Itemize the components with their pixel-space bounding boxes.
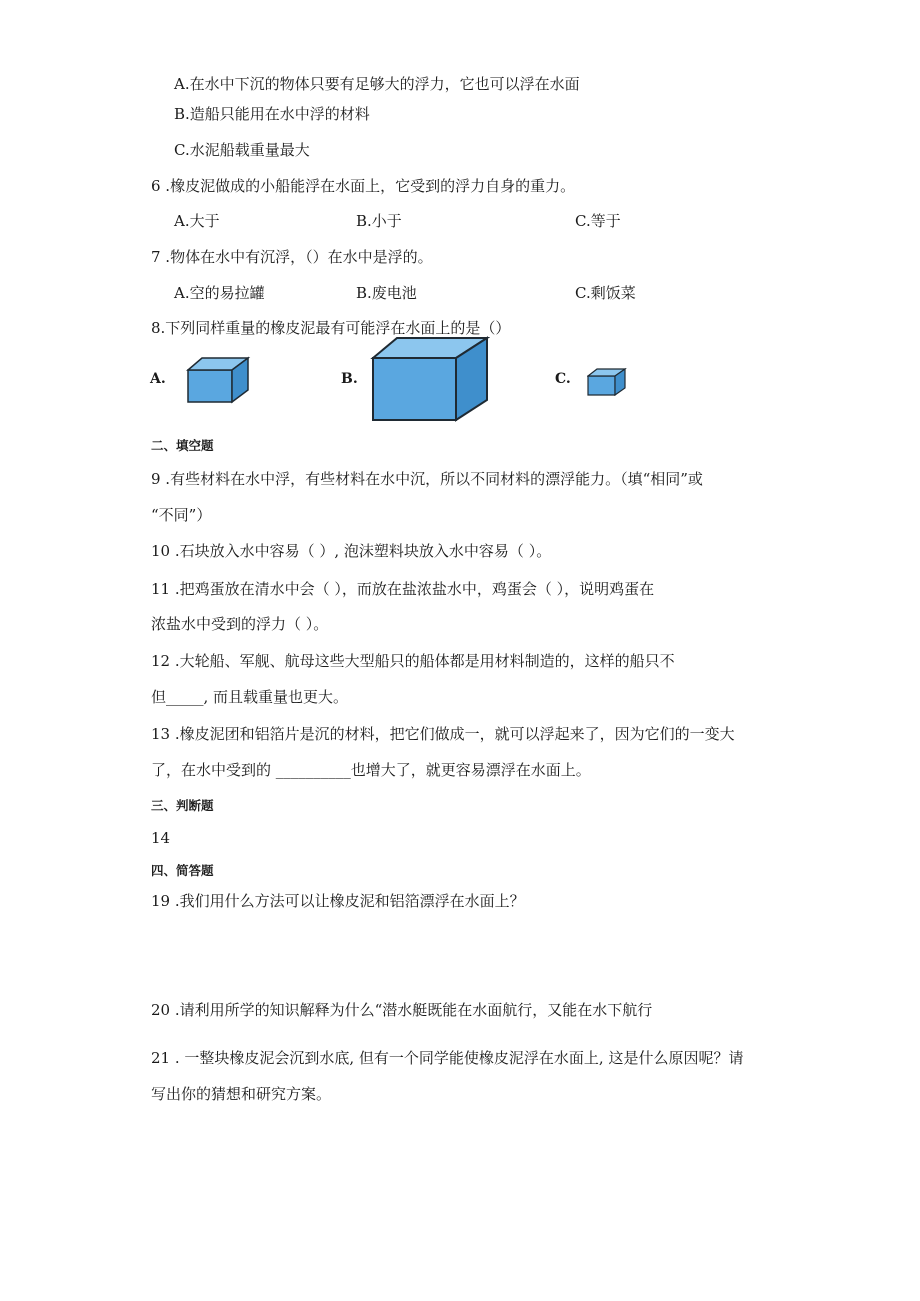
q7-option-c: C.剩饭菜 <box>575 284 636 302</box>
section-3-heading: 三、判断题 <box>151 798 214 813</box>
q6-option-c: C.等于 <box>575 212 621 230</box>
q8-option-b-label: B. <box>341 371 358 387</box>
q21-line2: 写出你的猜想和研究方案。 <box>151 1085 332 1103</box>
q13-line1: 13 .橡皮泥团和铝箔片是沉的材料，把它们做成一，就可以浮起来了，因为它们的一变大 <box>151 725 735 743</box>
q8-option-a-label: A. <box>150 371 166 387</box>
q8-stem: 8.下列同样重量的橡皮泥最有可能浮在水面上的是（） <box>151 319 511 337</box>
q6-option-b: B.小于 <box>356 212 402 230</box>
q13-line2: 了，在水中受到的 __________也增大了，就更容易漂浮在水面上。 <box>151 761 591 779</box>
q7-option-b: B.废电池 <box>356 284 417 302</box>
section-4-heading: 四、简答题 <box>151 863 214 878</box>
q11-line2: 浓盐水中受到的浮力（ ）。 <box>151 615 329 633</box>
q12-line1: 12 .大轮船、军舰、航母这些大型船只的船体都是用材料制造的，这样的船只不 <box>151 652 675 670</box>
q21-line1: 21 . 一整块橡皮泥会沉到水底, 但有一个同学能使橡皮泥浮在水面上, 这是什么原因呢？请 <box>151 1049 744 1067</box>
q6-option-a: A.大于 <box>174 212 220 230</box>
q7-option-a: A.空的易拉罐 <box>174 284 265 302</box>
q11-line1: 11 .把鸡蛋放在清水中会（ ），而放在盐浓盐水中，鸡蛋会（ ），说明鸡蛋在 <box>151 580 655 598</box>
q6-stem: 6 .橡皮泥做成的小船能浮在水面上，它受到的浮力自身的重力。 <box>151 177 576 195</box>
q7-stem: 7 .物体在水中有沉浮，（）在水中是浮的。 <box>151 248 433 266</box>
q14: 14 <box>151 829 171 847</box>
tiny-cube-c <box>587 368 627 396</box>
large-cube-b <box>370 336 490 422</box>
q5-option-c: C.水泥船载重量最大 <box>174 141 310 159</box>
q10: 10 .石块放入水中容易（ ）, 泡沫塑料块放入水中容易（ ）。 <box>151 542 552 560</box>
q9-line1: 9 .有些材料在水中浮，有些材料在水中沉，所以不同材料的漂浮能力。（填“相同”或 <box>151 470 703 488</box>
small-cube-a <box>186 356 252 404</box>
section-2-heading: 二、填空题 <box>151 438 214 453</box>
q20: 20 .请利用所学的知识解释为什么“潜水艇既能在水面航行，又能在水下航行 <box>151 1001 653 1019</box>
q8-option-c-label: C. <box>555 371 571 387</box>
q9-line2: “不同”） <box>151 506 212 524</box>
q5-option-a: A.在水中下沉的物体只要有足够大的浮力，它也可以浮在水面 <box>174 75 580 93</box>
q19: 19 .我们用什么方法可以让橡皮泥和铝箔漂浮在水面上？ <box>151 892 525 910</box>
q12-line2: 但_____, 而且载重量也更大。 <box>151 688 349 706</box>
q5-option-b: B.造船只能用在水中浮的材料 <box>174 105 370 123</box>
